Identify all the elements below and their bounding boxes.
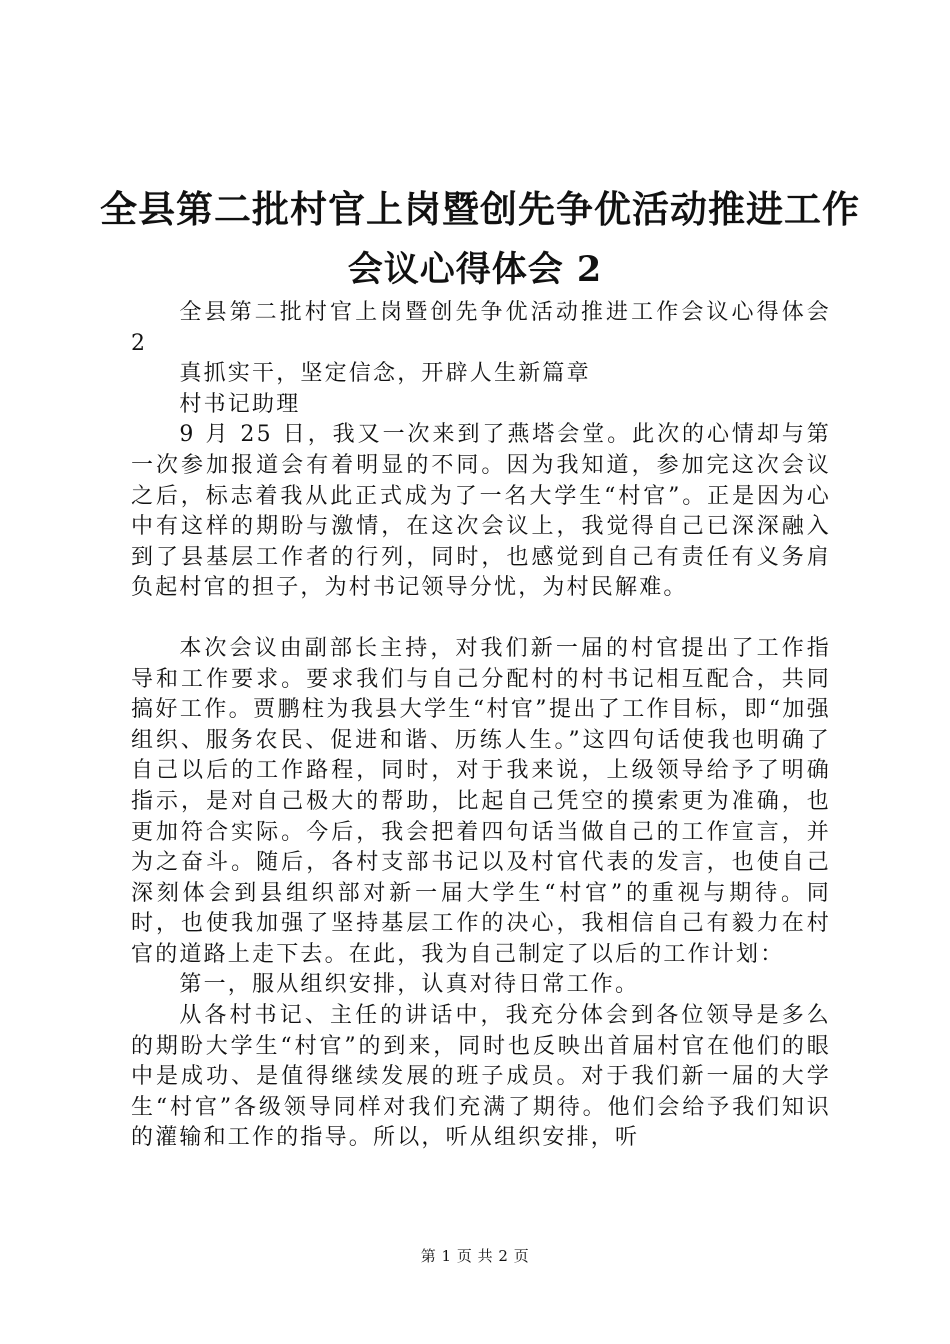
- paragraph-point-1: 第一，服从组织安排，认真对待日常工作。: [179, 972, 640, 998]
- paragraph-subtitle: 全县第二批村官上岗暨创先争优活动推进工作会议心得体会 2: [131, 300, 831, 356]
- paragraph-heading: 真抓实干，坚定信念，开辟人生新篇章: [179, 361, 591, 387]
- page-number-footer: 第 1 页 共 2 页: [420, 1247, 530, 1265]
- paragraph-body-2: 本次会议由副部长主持，对我们新一届的村官提出了工作指导和工作要求。要求我们与自己分配村的村书记相互配合，共同搞好工作。贾鹏柱为我县大学生“村官”提出了工作目标，即“加强组织、服务农民、促进和谐、历练人生。”这四句话使我也明确了自己以后的工作路程，同时，对于我来说，上级领导给予了明确指示，是对自己极大的帮助，比起自己凭空的摸索更为准确，也更加符合实际。今后，我会把着四句话当做自己的工作宣言，并为之奋斗。随后，各村支部书记以及村官代表的发言，也使自己深刻体会到县组织部对新一届大学生“村官”的重视与期待。同时，也使我加强了坚持基层工作的决心，我相信自己有毅力在村官的道路上走下去。在此，我为自己制定了以后的工作计划：: [131, 635, 831, 967]
- paragraph-author-role: 村书记助理: [179, 391, 301, 417]
- document-title-line1: 全县第二批村官上岗暨创先争优活动推进工作: [100, 187, 860, 231]
- paragraph-body-3: 从各村书记、主任的讲话中，我充分体会到各位领导是多么的期盼大学生“村官”的到来，同时也反映出首届村官在他们的眼中是成功、是值得继续发展的班子成员。对于我们新一届的大学生“村官”各级领导同样对我们充满了期待。他们会给予我们知识的灌输和工作的指导。所以，听从组织安排，听: [131, 1003, 831, 1151]
- document-body: [131, 298, 831, 1154]
- paragraph-body-1: 9 月 25 日，我又一次来到了燕塔会堂。此次的心情却与第一次参加报道会有着明显的不同。因为我知道，参加完这次会议之后，标志着我从此正式成为了一名大学生“村官”。正是因为心中有这样的期盼与激情，在这次会议上，我觉得自己已深深融入到了县基层工作者的行列，同时，也感觉到自己有责任有义务肩负起村官的担子，为村书记领导分忧，为村民解难。: [131, 422, 831, 601]
- document-title-line2: 会议心得体会 2: [347, 249, 603, 290]
